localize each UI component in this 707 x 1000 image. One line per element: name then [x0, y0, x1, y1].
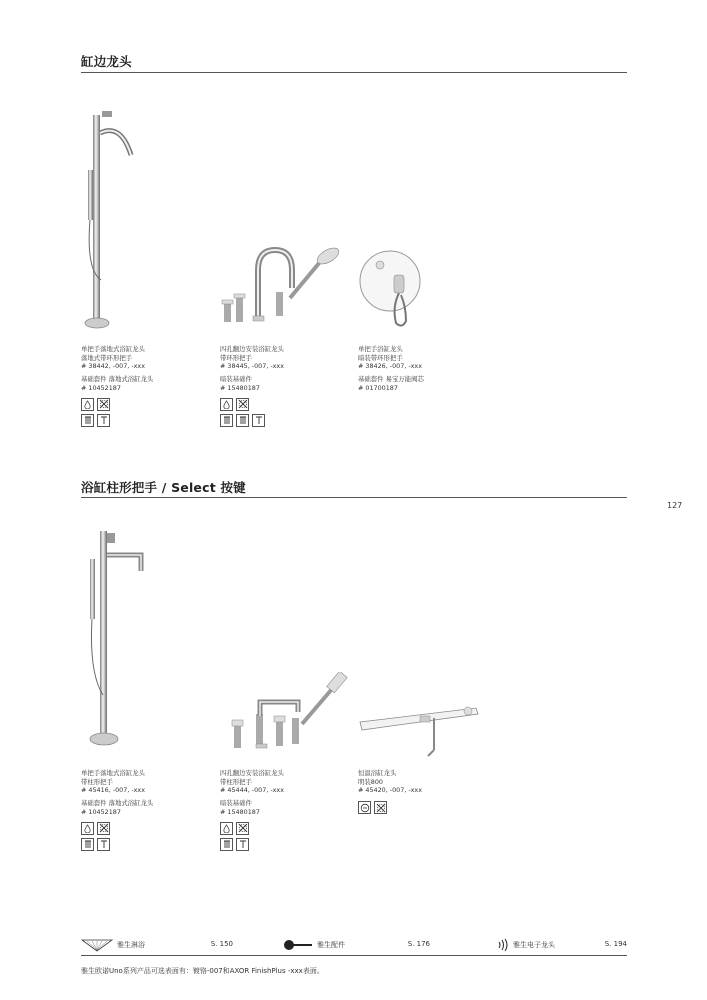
product-variant: 带环形把手 [220, 353, 252, 362]
product-image [358, 700, 488, 769]
base-set-name: 暗装基础件 [220, 799, 252, 808]
page-number: 127 [667, 501, 683, 510]
xref-page: S. 176 [407, 940, 430, 948]
product-variant: 带柱形把手 [220, 777, 252, 786]
spout-short-icon [97, 838, 110, 851]
finish-note: 雅生欧诺Uno系列产品可选表面有：镀铬-007和AXOR FinishPlus -xxx表面。 [81, 967, 324, 975]
section-title-bath-spouts: 缸边龙头 [81, 54, 132, 69]
no-limescale-icon [97, 398, 110, 411]
section-title-bath-handles: 浴缸柱形把手 / Select 按键 [81, 480, 246, 495]
product-code: # 45444, -007, -xxx [220, 786, 284, 795]
product-code: # 45416, -007, -xxx [81, 786, 145, 795]
water-drop-icon [220, 398, 233, 411]
section-divider [81, 497, 627, 498]
product-card[interactable] [358, 245, 488, 393]
xref-label: 雅生电子龙头 [513, 941, 555, 949]
product-variant: 落地式带环形把手 [81, 353, 133, 362]
footer-divider [81, 955, 627, 956]
spout-long-icon [81, 414, 94, 427]
product-variant: 带柱形把手 [81, 777, 113, 786]
base-set-name: 基础套件 落地式浴缸龙头 [81, 375, 154, 384]
spout-long-icon [81, 838, 94, 851]
base-set-code: # 01700187 [358, 383, 398, 392]
product-name: 单把手浴缸龙头 [358, 345, 403, 353]
base-set-code: # 10452187 [81, 807, 121, 816]
xref-label: 雅生配件 [317, 941, 345, 949]
no-limescale-icon [236, 398, 249, 411]
xref-electronic-faucets[interactable] [497, 938, 627, 952]
product-code: # 38426, -007, -xxx [358, 362, 422, 371]
product-name: 单把手落地式浴缸龙头 [81, 345, 145, 353]
product-variant: 明装800 [358, 777, 383, 786]
base-set-name: 基础套件 易宝万能阀芯 [358, 375, 424, 384]
product-name: 四孔翻边安装浴缸龙头 [220, 345, 284, 353]
product-image [81, 95, 211, 345]
spout-short-icon [97, 414, 110, 427]
base-set-code: # 15480187 [220, 383, 260, 392]
product-name: 四孔翻边安装浴缸龙头 [220, 769, 284, 777]
accessory-icon [283, 938, 313, 952]
thermostat-icon [358, 801, 371, 814]
product-card[interactable] [220, 240, 350, 427]
base-set-name: 暗装基础件 [220, 375, 252, 384]
base-set-code: # 15480187 [220, 807, 260, 816]
product-code: # 38442, -007, -xxx [81, 362, 145, 371]
no-limescale-icon [97, 822, 110, 835]
spout-long-icon [236, 414, 249, 427]
water-drop-icon [220, 822, 233, 835]
xref-page: S. 194 [604, 940, 627, 948]
section-divider [81, 72, 627, 73]
xref-showers[interactable] [81, 938, 233, 952]
spout-short-icon [252, 414, 265, 427]
xref-accessories[interactable] [283, 938, 430, 952]
product-name: 单把手落地式浴缸龙头 [81, 769, 145, 777]
sensor-waves-icon [497, 938, 509, 952]
product-code: # 38445, -007, -xxx [220, 362, 284, 371]
spout-short-icon [236, 838, 249, 851]
water-drop-icon [81, 822, 94, 835]
product-image [220, 240, 350, 345]
no-limescale-icon [374, 801, 387, 814]
spout-long-icon [220, 838, 233, 851]
product-image [220, 672, 350, 769]
water-drop-icon [81, 398, 94, 411]
spout-long-icon [220, 414, 233, 427]
product-image [81, 523, 211, 769]
base-set-code: # 10452187 [81, 383, 121, 392]
product-card[interactable] [81, 523, 211, 851]
shower-head-icon [81, 938, 113, 952]
base-set-name: 基础套件 落地式浴缸龙头 [81, 799, 154, 808]
product-card[interactable] [220, 672, 350, 851]
product-card[interactable] [358, 700, 488, 814]
product-name: 恒温浴缸龙头 [358, 769, 397, 777]
xref-page: S. 150 [210, 940, 233, 948]
product-image [358, 245, 488, 345]
xref-label: 雅生淋浴 [117, 941, 145, 949]
product-code: # 45420, -007, -xxx [358, 786, 422, 795]
product-variant: 暗装带环形把手 [358, 353, 403, 362]
product-card[interactable] [81, 95, 211, 427]
no-limescale-icon [236, 822, 249, 835]
